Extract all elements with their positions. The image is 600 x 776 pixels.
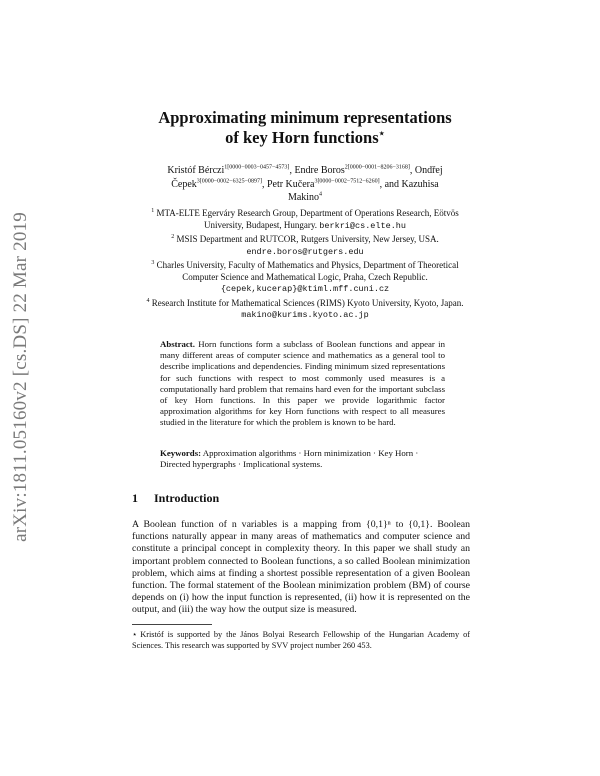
footnote-divider bbox=[132, 624, 212, 625]
author-name: Čepek bbox=[171, 178, 197, 190]
author-orcid: 2[0000−0001−8206−3168] bbox=[344, 164, 410, 171]
arxiv-identifier-text: arXiv:1811.05160v2 [cs.DS] 22 Mar 2019 bbox=[10, 212, 31, 542]
section-heading bbox=[132, 491, 219, 506]
affiliation-1: $^1$ MTA-ELTE Egerváry Research Group, Department of Operations Research, Eötvös University, Budapest, Hungary. berkri@cs.elte.hu bbox=[151, 208, 459, 231]
email: makino@kurims.kyoto.ac.jp bbox=[241, 310, 369, 320]
keywords-label: Keywords: bbox=[160, 448, 202, 458]
author-affil-num: 4 bbox=[319, 191, 323, 198]
section-title: Introduction bbox=[154, 491, 220, 505]
abstract-text: Horn functions form a subclass of Boolean functions and appear in many different areas of computer science and mathematics as a general tool to describe implications and dependencies. Finding minimum sized representations for such functions with respect to most commonly used measures is a computationally hard problem that remains hard even for the important subclass of key Horn functions. In this paper we provide logarithmic factor approximation algorithms for key Horn functions with respect to all measures studied in the literature for which the problem is known to be hard. bbox=[160, 339, 445, 428]
author-orcid: 1[0000−0003−0457−4573] bbox=[224, 164, 290, 171]
author-name: Endre Boros bbox=[294, 165, 345, 176]
author-name: Petr Kučera bbox=[266, 178, 315, 190]
affiliation-2: $^2$ MSIS Department and RUTCOR, Rutgers University, New Jersey, USA. endre.boros@rutgers.edu bbox=[171, 234, 439, 257]
paper-title bbox=[120, 108, 490, 148]
footnote bbox=[132, 630, 470, 651]
author-orcid: 3[0000−0002−7512−6260] bbox=[314, 178, 380, 185]
author-list: Kristóf Bérczi$^{1[0000-0003-0457-4573]}$, Endre Boros$^{2[0000-0001-8206-3168]}$, Ondřej Čepek$^{3[0000-0002-6325-0897]}$, Petr Kučera$^{3[0000-0002-7512-6260]}$, and Kazuhisa Makino$^4$ bbox=[167, 164, 443, 203]
author-name: Makino bbox=[287, 192, 320, 203]
email: {cepek,kucerap}@ktiml.mff.cuni.cz bbox=[220, 284, 390, 294]
email: endre.boros@rutgers.edu bbox=[246, 246, 364, 257]
section-number: 1 bbox=[132, 491, 138, 505]
affiliation-4: $^4$ Research Institute for Mathematical Sciences (RIMS) Kyoto University, Kyoto, Japan. makino@kurims.kyoto.ac.jp bbox=[146, 297, 464, 320]
footnote-mark: ⋆ bbox=[132, 630, 138, 639]
title-footnote-mark: ⋆ bbox=[378, 128, 385, 140]
abstract-label: Abstract. bbox=[160, 339, 195, 349]
footnote-text: Kristóf is supported by the János Bolyai Research Fellowship of the Hungarian Academy of Sciences. This research was supported by SVV project number 260 453. bbox=[132, 630, 470, 650]
affiliations bbox=[140, 208, 470, 324]
affiliation-3: $^3$ Charles University, Faculty of Mathematics and Physics, Department of Theoretical Computer Science and Mathematical Logic, Praha, Czech Republic. {cepek,kucerap}@ktiml.mff.cuni.cz bbox=[151, 260, 459, 294]
keywords-text: Approximation algorithms · Horn minimization · Key Horn · Directed hypergraphs · Implicational systems. bbox=[160, 448, 419, 470]
arxiv-identifier bbox=[6, 182, 36, 572]
author-name: Kristóf Bérczi bbox=[167, 165, 225, 176]
author-orcid: 3[0000−0002−6325−0897] bbox=[196, 178, 262, 185]
abstract bbox=[160, 339, 445, 429]
email: berkri@cs.elte.hu bbox=[319, 220, 407, 231]
title-line-1: Approximating minimum representations bbox=[158, 108, 452, 127]
intro-paragraph: A Boolean function of n variables is a mapping from {0,1}ⁿ to {0,1}. Boolean functions naturally appear in many areas of mathematics and computer science and constitute a principal concept in complexity theory. In this paper we shall study an important problem connected to Boolean functions, a so called Boolean minimization problem, which aims at finding a shortest possible representation of a given Boolean function. The formal statement of the Boolean minimization problem (BM) of course depends on (i) how the input function is represented, (ii) how it is represented on the output, and (iii) the way how the output size is measured. bbox=[132, 519, 470, 616]
keywords bbox=[160, 448, 445, 470]
title-line-2: of key Horn functions⋆ bbox=[225, 128, 385, 147]
